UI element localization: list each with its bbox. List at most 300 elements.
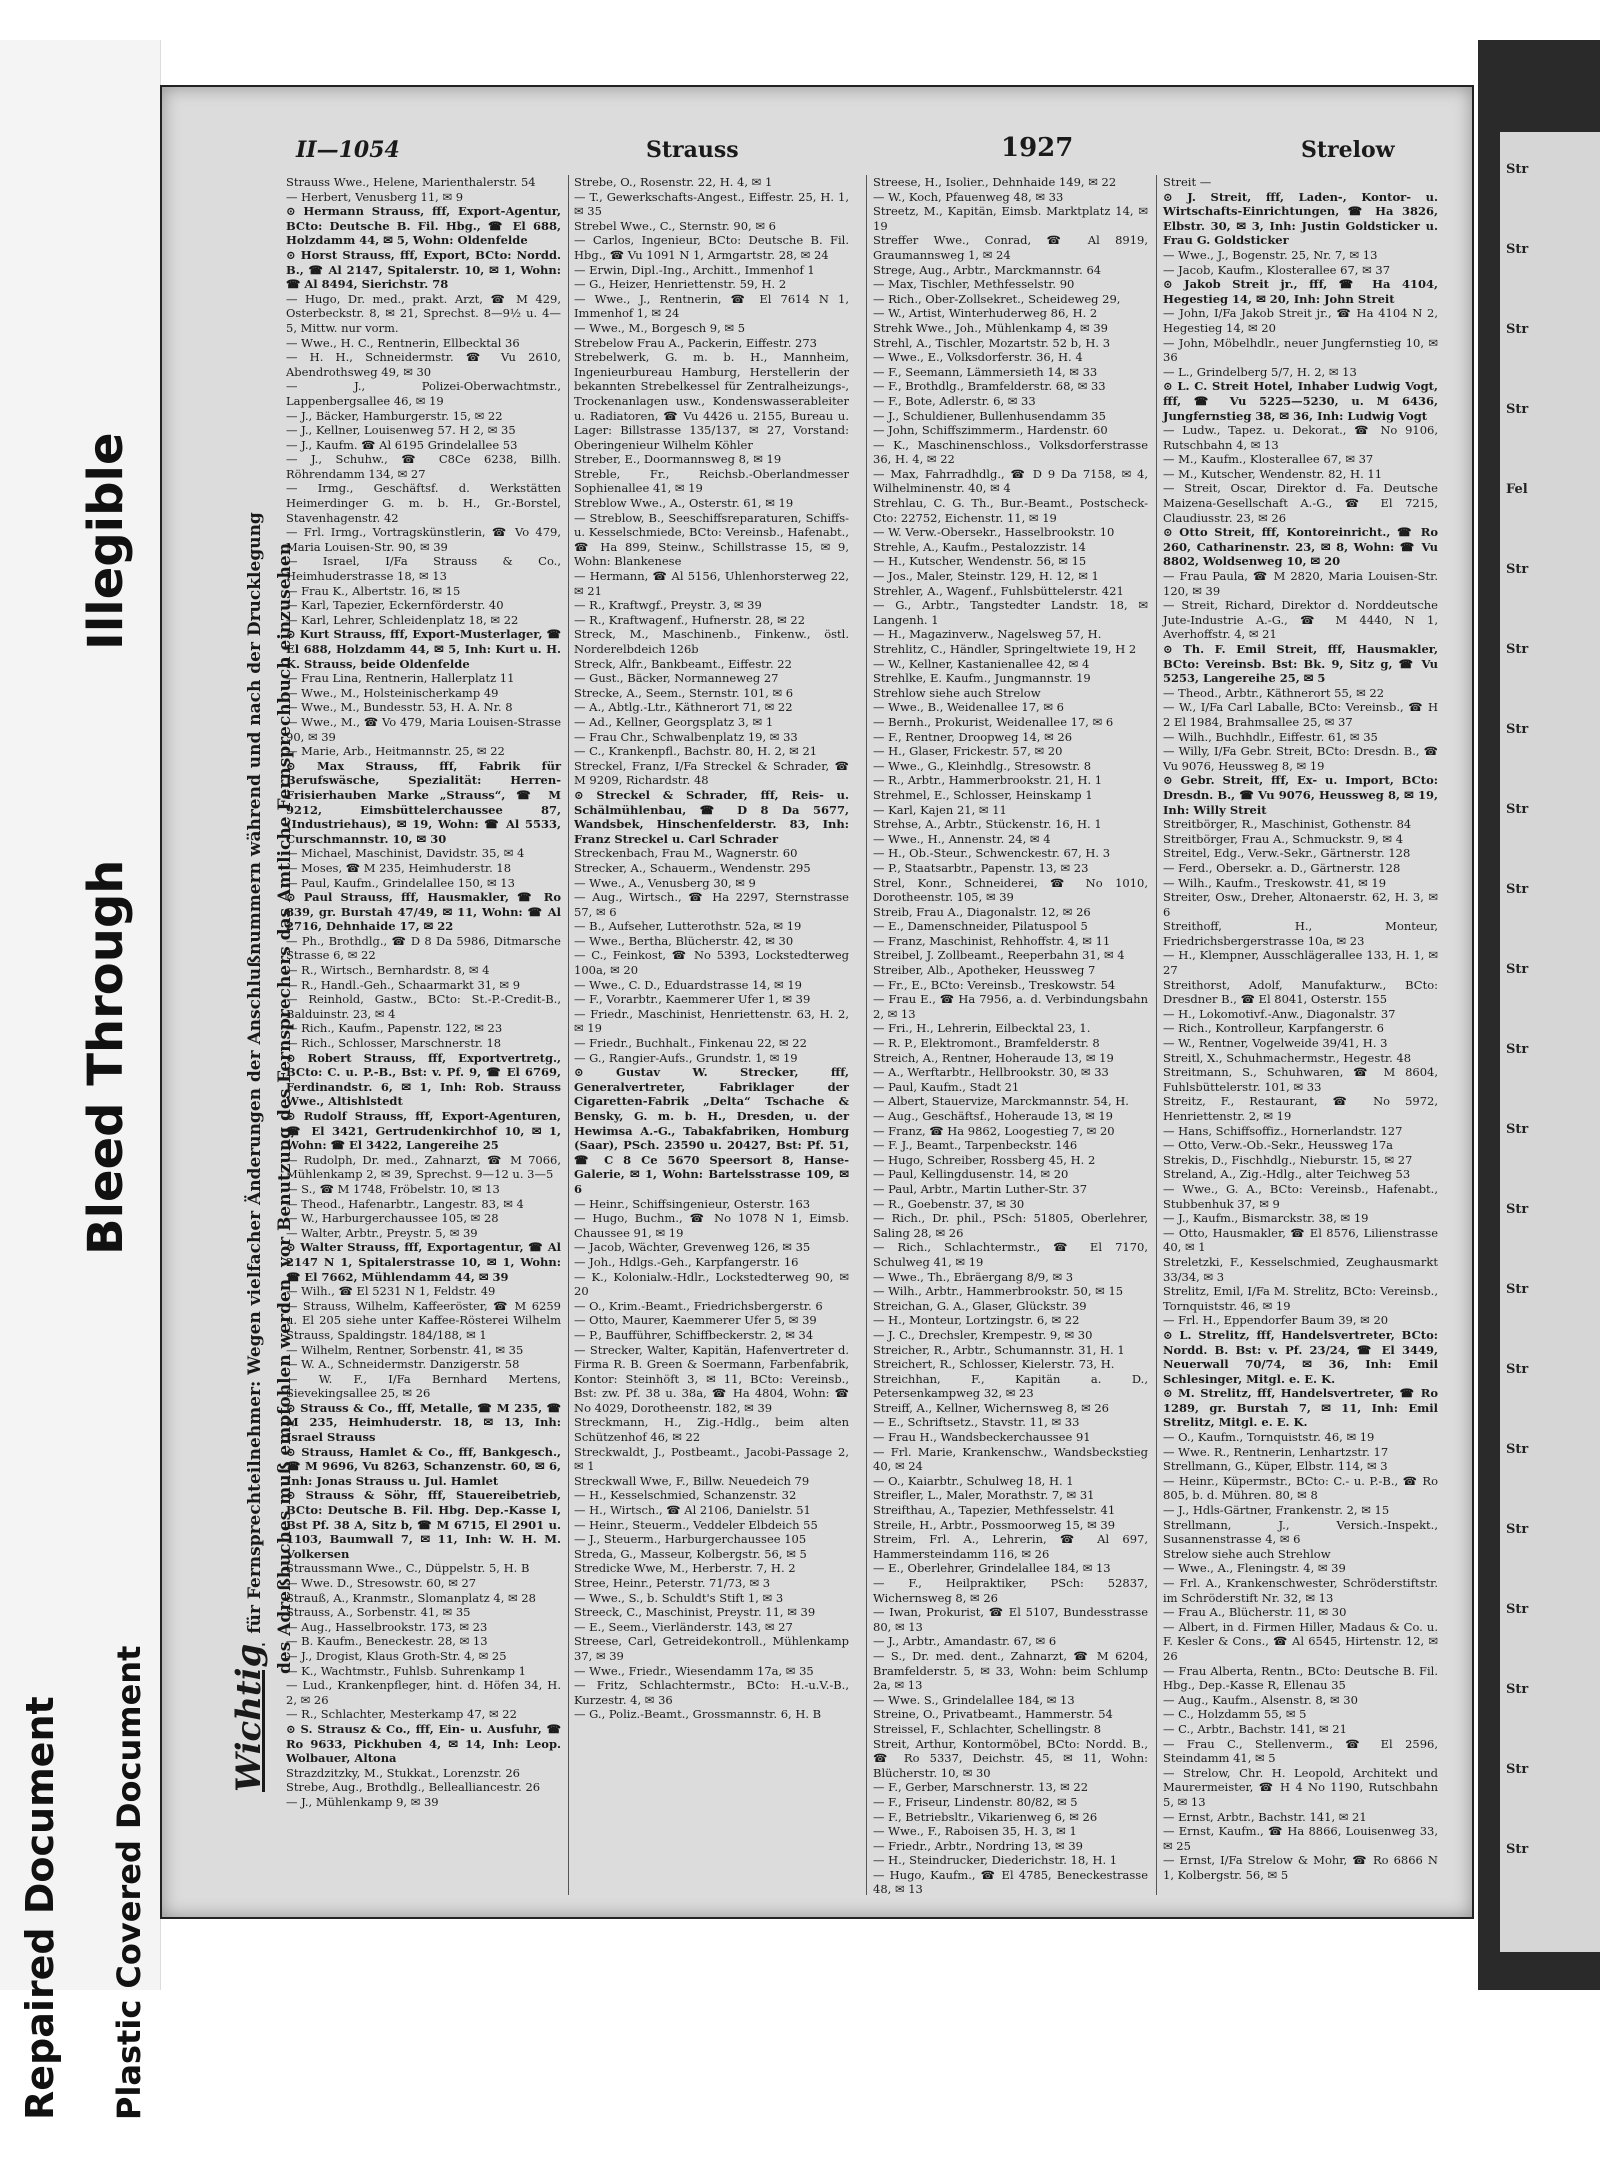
directory-entry: Streitbörger, Frau A., Schmuckstr. 9, ✉ 4 <box>1163 831 1404 846</box>
directory-entry: — Ferd., Obersekr. a. D., Gärtnerstr. 128 <box>1163 860 1401 875</box>
directory-entry: — Jos., Maler, Steinstr. 129, H. 12, ✉ 1 <box>873 569 1099 584</box>
directory-entry: — Wilh., ☎ El 5231 N 1, Feldstr. 49 <box>286 1284 496 1299</box>
directory-entry: Strecke, A., Seem., Sternstr. 101, ✉ 6 <box>574 685 794 700</box>
directory-entry: — Franz, Maschinist, Rehhoffstr. 4, ✉ 11 <box>873 933 1111 948</box>
header-right-word: Strelow <box>1301 137 1395 163</box>
directory-entry: — L., Grindelberg 5/7, H. 2, ✉ 13 <box>1163 364 1357 379</box>
directory-entry: — Wilh., Kaufm., Treskowstr. 41, ✉ 19 <box>1163 875 1387 890</box>
directory-entry: Streifthau, A., Tapezier, Methfesselstr. 41 <box>873 1503 1116 1518</box>
directory-entry: — Rich., Kaufm., Papenstr. 122, ✉ 23 <box>286 1021 503 1036</box>
adjacent-page-word: Str <box>1506 802 1529 817</box>
directory-entry: ⊙ Strauss & Co., fff, Metalle, ☎ M 235, ☎ M 235, Heimhuderstr. 18, ✉ 13, Inh: Israel Strauss <box>286 1400 561 1445</box>
directory-entry: — Wwe., M., Borgesch 9, ✉ 5 <box>574 320 746 335</box>
directory-entry: Streib, Frau A., Diagonalstr. 12, ✉ 26 <box>873 904 1091 919</box>
left-margin-strip <box>0 40 161 2120</box>
directory-entry: — G., Poliz.-Beamt., Grossmannstr. 6, H. B <box>574 1707 822 1722</box>
directory-entry: Streit — <box>1163 175 1212 189</box>
directory-entry: — Wwe. R., Rentnerin, Lenhartzstr. 17 <box>1163 1444 1389 1459</box>
adjacent-page-word: Str <box>1506 1442 1529 1457</box>
directory-entry: — John, Möbelhdlr., neuer Jungfernstieg 10, ✉ 36 <box>1163 335 1438 365</box>
directory-entry: — Wwe., A., Fleningstr. 4, ✉ 39 <box>1163 1561 1346 1576</box>
directory-entry: — R. P., Elektromont., Bramfelderstr. 8 <box>873 1036 1100 1051</box>
directory-entry: — J., Hdls-Gärtner, Frankenstr. 2, ✉ 15 <box>1163 1503 1390 1518</box>
directory-entry: — M., Kutscher, Wendenstr. 82, H. 11 <box>1163 466 1383 481</box>
adjacent-page-word: Str <box>1506 1762 1529 1777</box>
directory-entry: — H., Klempner, Ausschlägerallee 133, H. 1, ✉ 27 <box>1163 948 1438 978</box>
directory-entry: — Gust., Bäcker, Normanneweg 27 <box>574 671 779 686</box>
directory-entry: Stredicke Wwe, M., Herberstr. 7, H. 2 <box>574 1561 796 1576</box>
directory-entry: — H., Wirtsch., ☎ Al 2106, Danielstr. 51 <box>574 1503 811 1518</box>
directory-entry: — Ph., Brothdlg., ☎ D 8 Da 5986, Ditmarsche Strasse 6, ✉ 22 <box>286 933 561 963</box>
adjacent-page-word: Str <box>1506 642 1529 657</box>
directory-entry: — E., Damenschneider, Pilatuspool 5 <box>873 919 1088 934</box>
directory-entry: — Wwe., A., Venusberg 30, ✉ 9 <box>574 875 756 890</box>
adjacent-page-word: Str <box>1506 1682 1529 1697</box>
directory-entry: — H., Kesselschmied, Schanzenstr. 32 <box>574 1488 797 1503</box>
directory-entry: — Karl, Tapezier, Eckernförderstr. 40 <box>286 598 504 613</box>
directory-entry: Streicher, R., Arbtr., Schumannstr. 31, H. 1 <box>873 1342 1125 1357</box>
directory-entry: — Friedr., Arbtr., Nordring 13, ✉ 39 <box>873 1838 1083 1853</box>
directory-entry: Strelitz, Emil, I/Fa M. Strelitz, BCto: Vereinsb., Tornquiststr. 46, ✉ 19 <box>1163 1284 1438 1313</box>
directory-entry: Streese, Carl, Getreidekontroll., Mühlenkamp 37, ✉ 39 <box>574 1634 849 1663</box>
adjacent-page-word: Fel <box>1506 482 1528 497</box>
directory-entry: — E., Schriftsetz., Stavstr. 11, ✉ 33 <box>873 1415 1080 1430</box>
directory-entry: — R., Wirtsch., Bernhardstr. 8, ✉ 4 <box>286 963 490 978</box>
directory-entry: — B. Kaufm., Beneckestr. 28, ✉ 13 <box>286 1634 488 1649</box>
directory-entry: — Wwe., B., Weidenallee 17, ✉ 6 <box>873 700 1064 715</box>
directory-entry: Streich, A., Rentner, Hoheraude 13, ✉ 19 <box>873 1050 1114 1065</box>
directory-entry: — Wwe., J., Rentnerin, ☎ El 7614 N 1, Immenhof 1, ✉ 24 <box>574 291 849 321</box>
directory-entry: — G., Heizer, Henriettenstr. 59, H. 2 <box>574 277 787 292</box>
directory-entry: Streine, O., Privatbeamt., Hammerstr. 54 <box>873 1707 1113 1722</box>
directory-entry: — Willy, I/Fa Gebr. Streit, BCto: Dresdn. B., ☎ Vu 9076, Heussweg 8, ✉ 19 <box>1163 744 1438 773</box>
directory-entry: — Rich., Schlachtermstr., ☎ El 7170, Schulweg 41, ✉ 19 <box>873 1240 1148 1269</box>
directory-entry: Streiter, Osw., Dreher, Altonaerstr. 62, H. 3, ✉ 6 <box>1163 890 1438 919</box>
directory-entry: Strehle, A., Kaufm., Pestalozzistr. 14 <box>873 539 1086 554</box>
directory-entry: — Wwe., Friedr., Wiesendamm 17a, ✉ 35 <box>574 1663 814 1678</box>
adjacent-page-word: Str <box>1506 722 1529 737</box>
directory-entry: Strelow siehe auch Strehlow <box>1163 1546 1331 1561</box>
directory-column-2 <box>574 175 849 1722</box>
directory-entry: Strebe, O., Rosenstr. 22, H. 4, ✉ 1 <box>574 175 773 189</box>
directory-entry: — Irmg., Geschäftsf. d. Werkstätten Heimerdinger G. m. b. H., Gr.-Borstel, Stavenhagenstr. 42 <box>286 481 561 525</box>
directory-entry: — Rudolph, Dr. med., Zahnarzt, ☎ M 7066, Mühlenkamp 2, ✉ 39, Sprechst. 9—12 u. 3—5 <box>286 1152 561 1182</box>
directory-entry: — Rich., Schlosser, Marschnerstr. 18 <box>286 1036 502 1051</box>
directory-entry: — T., Gewerkschafts-Angest., Eiffestr. 25, H. 1, ✉ 35 <box>574 189 849 219</box>
directory-entry: Streffer Wwe., Conrad, ☎ Al 8919, Graumannsweg 1, ✉ 24 <box>873 233 1148 262</box>
directory-entry: — Ernst, I/Fa Strelow & Mohr, ☎ Ro 6866 N 1, Kolbergstr. 56, ✉ 5 <box>1163 1853 1438 1882</box>
directory-entry: ⊙ Strauss, Hamlet & Co., fff, Bankgesch., ☎ M 9696, Vu 8263, Schanzenstr. 60, ✉ 6, Inh: Jonas Strauss u. Jul. Hamlet <box>286 1444 561 1488</box>
directory-entry: Streckel, Franz, I/Fa Streckel & Schrader, ☎ M 9209, Richardstr. 48 <box>574 758 849 788</box>
directory-entry: — H., Lokomotivf.-Anw., Diagonalstr. 37 <box>1163 1006 1396 1021</box>
directory-entry: ⊙ Jakob Streit jr., fff, ☎ Ha 4104, Hegestieg 14, ✉ 20, Inh: John Streit <box>1163 277 1438 306</box>
side-note-line-1: für Fernsprechteilnehmer: Wegen vielfacher Änderungen der Anschlußnummern während und nach der Drucklegung <box>245 512 265 1634</box>
adjacent-page-word: Str <box>1506 962 1529 977</box>
directory-entry: Streitmann, S., Schuhwaren, ☎ M 8604, Fuhlsbüttelerstr. 101, ✉ 33 <box>1163 1065 1438 1094</box>
directory-entry: Strekis, D., Fischhdlg., Nieburstr. 15, ✉ 27 <box>1163 1152 1413 1167</box>
directory-entry: Streblow Wwe., A., Osterstr. 61, ✉ 19 <box>574 496 794 511</box>
directory-entry: — Frau Alberta, Rentn., BCto: Deutsche B. Fil. Hbg., Dep.-Kasse R, Ellenau 35 <box>1163 1663 1438 1693</box>
directory-entry: — F., Rentner, Droopweg 14, ✉ 26 <box>873 729 1073 744</box>
directory-entry: — Paul, Kaufm., Grindelallee 150, ✉ 13 <box>286 875 515 890</box>
directory-entry: — Theod., Hafenarbtr., Langestr. 83, ✉ 4 <box>286 1196 524 1211</box>
directory-entry: Strel, Konr., Schneiderei, ☎ No 1010, Dorotheenstr. 105, ✉ 39 <box>873 875 1148 905</box>
directory-entry: Streitel, Edg., Verw.-Sekr., Gärtnerstr. 128 <box>1163 846 1411 861</box>
directory-entry: ⊙ Walter Strauss, fff, Exportagentur, ☎ Al 2147 N 1, Spitalerstrasse 10, ✉ 1, Wohn: ☎ El 7662, Mühlendamm 44, ✉ 39 <box>286 1240 561 1284</box>
directory-entry: — O., Kaiarbtr., Schulweg 18, H. 1 <box>873 1473 1074 1488</box>
directory-entry: — Moses, ☎ M 235, Heimhuderstr. 18 <box>286 860 512 875</box>
directory-entry: Streifler, L., Maler, Morathstr. 7, ✉ 31 <box>873 1488 1095 1503</box>
directory-entry: — Fr., E., BCto: Vereinsb., Treskowstr. 54 <box>873 977 1116 992</box>
adjacent-page-word: Str <box>1506 562 1529 577</box>
adjacent-page-word: Str <box>1506 1602 1529 1617</box>
directory-entry: — Hermann, ☎ Al 5156, Uhlenhorsterweg 22, ✉ 21 <box>574 569 849 598</box>
directory-entry: — P., Staatsarbtr., Papenstr. 13, ✉ 23 <box>873 860 1089 875</box>
directory-entry: — Franz, ☎ Ha 9862, Loogestieg 7, ✉ 20 <box>873 1123 1115 1138</box>
directory-entry: — Rich., Kontrolleur, Karpfangerstr. 6 <box>1163 1021 1384 1036</box>
directory-entry: ⊙ S. Strausz & Co., fff, Ein- u. Ausfuhr, ☎ Ro 9633, Pickhuben 4, ✉ 14, Inh: Leop. Wolbauer, Altona <box>286 1721 561 1766</box>
directory-entry: — Reinhold, Gastw., BCto: St.-P.-Credit-B., Balduinstr. 23, ✉ 4 <box>286 992 561 1021</box>
directory-entry: — J., Kaufm., Bismarckstr. 38, ✉ 19 <box>1163 1211 1369 1226</box>
directory-entry: — Wwe., C. D., Eduardstrasse 14, ✉ 19 <box>574 977 802 992</box>
directory-entry: Streland, A., Zig.-Hdlg., alter Teichweg 53 <box>1163 1167 1411 1182</box>
directory-entry: — Strauss, Wilhelm, Kaffeeröster, ☎ M 6259 u. El 205 siehe unter Kaffee-Rösterei Wilhelm Strauss, Spaldingstr. 184/188, ✉ 1 <box>286 1298 561 1342</box>
adjacent-page-word: Str <box>1506 1362 1529 1377</box>
directory-entry: Strehlau, C. G. Th., Bur.-Beamt., Postscheck-Cto: 22752, Eichenstr. 11, ✉ 19 <box>873 496 1148 525</box>
directory-entry: Streibel, J. Zollbeamt., Reeperbahn 31, ✉ 4 <box>873 948 1125 963</box>
directory-entry: ⊙ L. Strelitz, fff, Handelsvertreter, BCto: Nordd. B. Bst: v. Pf. 23/24, ☎ El 3449, Neuerwall 70/74, ✉ 36, Inh: Emil Schlesinger, Mitgl. e. E. K. <box>1163 1327 1438 1386</box>
directory-entry: Streiber, Alb., Apotheker, Heussweg 7 <box>873 963 1096 978</box>
adjacent-page-word: Str <box>1506 322 1529 337</box>
adjacent-page-word: Str <box>1506 1042 1529 1057</box>
directory-entry: Streit, Arthur, Kontormöbel, BCto: Nordd. B., ☎ Ro 5337, Deichstr. 45, ✉ 11, Wohn: Blücherstr. 10, ✉ 30 <box>873 1736 1148 1780</box>
directory-entry: Streile, H., Arbtr., Possmoorweg 15, ✉ 39 <box>873 1517 1116 1532</box>
directory-entry: — Max, Tischler, Methfesselstr. 90 <box>873 277 1075 292</box>
directory-entry: — Wwe., M., ☎ Vo 479, Maria Louisen-Strasse 90, ✉ 39 <box>286 714 561 744</box>
directory-entry: ⊙ Strauss & Söhr, fff, Stauereibetrieb, BCto: Deutsche B. Fil. Hbg. Dep.-Kasse I, Bst Pf. 38 A, Sitz b, ☎ M 6715, El 2901 u. 1103, Baumwall 7, ✉ 11, Inh: W. H. M. Volkersen <box>286 1488 561 1561</box>
directory-entry: ⊙ Gustav W. Strecker, fff, Generalvertreter, Fabriklager der Cigaretten-Fabrik „Delta“ Tschache & Bensky, G. m. b. H., Dresden, u. der Hewimsa A.-G., Tabakfabriken, Homburg (Saar), PSch. 23590 u. 20427, Bst: Pf. 51, ☎ C 8 Ce 5670 Speersort 8, Hanse-Galerie, ✉ 1, Wohn: Bartelsstrasse 109, ✉ 6 <box>574 1065 849 1196</box>
directory-entry: — R., Arbtr., Hammerbrookstr. 21, H. 1 <box>873 773 1103 788</box>
directory-entry: Strecker, A., Schauerm., Wendenstr. 295 <box>574 860 811 875</box>
directory-entry: — C., Arbtr., Bachstr. 141, ✉ 21 <box>1163 1721 1347 1736</box>
directory-entry: ⊙ Th. F. Emil Streit, fff, Hausmakler, BCto: Vereinsb. Bst: Bk. 9, Sitz g, ☎ Vu 5253, Langereihe 25, ✉ 5 <box>1163 642 1438 686</box>
directory-entry: Strehse, A., Arbtr., Stückenstr. 16, H. 1 <box>873 817 1102 832</box>
directory-entry: — K., Wachtmstr., Fuhlsb. Suhrenkamp 1 <box>286 1663 526 1678</box>
directory-entry: — Streit, Oscar, Direktor d. Fa. Deutsche Maizena-Gesellschaft A.-G., ☎ El 7215, Claudiusstr. 23, ✉ 26 <box>1163 481 1438 525</box>
directory-entry: — Marie, Arb., Heitmannstr. 25, ✉ 22 <box>286 744 505 759</box>
directory-entry: — Erwin, Dipl.-Ing., Architt., Immenhof 1 <box>574 262 815 277</box>
directory-entry: — R., Kraftwgf., Preystr. 3, ✉ 39 <box>574 598 762 613</box>
directory-entry: — Wwe., G. A., BCto: Vereinsb., Hafenabt., Stubbenhuk 37, ✉ 9 <box>1163 1181 1438 1211</box>
side-note-line-2: des Adreßbuches muß empfohlen werden, vor Benutzung des Fernsprechers das Amtliche Fernsprechbuch einzusehen <box>275 542 295 1674</box>
directory-entry: Streiff, A., Kellner, Wichernsweg 8, ✉ 26 <box>873 1400 1109 1415</box>
directory-entry: — Heinr., Küpermstr., BCto: C.- u. P.-B., ☎ Ro 805, b. d. Mühren. 80, ✉ 8 <box>1163 1473 1438 1503</box>
directory-column-4 <box>1163 175 1438 1882</box>
column-divider <box>568 175 569 1895</box>
directory-entry: — K., Maschinenschloss., Volksdorferstrasse 36, H. 4, ✉ 22 <box>873 437 1148 467</box>
directory-entry: — Frl. Marie, Krankenschw., Wandsbeckstieg 40, ✉ 24 <box>873 1444 1148 1474</box>
directory-entry: Streckwaldt, J., Postbeamt., Jacobi-Passage 2, ✉ 1 <box>574 1444 849 1474</box>
directory-entry: — Otto, Maurer, Kaemmerer Ufer 5, ✉ 39 <box>574 1313 817 1328</box>
column-divider <box>1156 175 1157 1895</box>
directory-entry: — J., Mühlenkamp 9, ✉ 39 <box>286 1794 439 1809</box>
directory-column-3 <box>873 175 1148 1897</box>
directory-entry: — Friedr., Maschinist, Henriettenstr. 63, H. 2, ✉ 19 <box>574 1006 849 1036</box>
directory-entry: — Frau H., Wandsbeckerchaussee 91 <box>873 1430 1091 1445</box>
directory-entry: — Heinr., Steuerm., Veddeler Elbdeich 55 <box>574 1517 818 1532</box>
directory-entry: — Paul, Kellingdusenstr. 14, ✉ 20 <box>873 1167 1069 1182</box>
directory-entry: Strege, Aug., Arbtr., Marckmannstr. 64 <box>873 262 1102 277</box>
directory-entry: ⊙ Gebr. Streit, fff, Ex- u. Import, BCto: Dresdn. B., ☎ Vu 9076, Heussweg 8, ✉ 19, Inh: Willy Streit <box>1163 773 1438 817</box>
directory-entry: Streckwall Wwe, F., Billw. Neuedeich 79 <box>574 1473 810 1488</box>
directory-entry: — A., Werftarbtr., Hellbrookstr. 30, ✉ 33 <box>873 1065 1109 1080</box>
directory-entry: Streithoff, H., Monteur, Friedrichsbergerstrasse 10a, ✉ 23 <box>1163 919 1438 948</box>
adjacent-page-word: Str <box>1506 1842 1529 1857</box>
directory-entry: — Wwe. S., Grindelallee 184, ✉ 13 <box>873 1692 1075 1707</box>
directory-entry: — H., Glaser, Frickestr. 57, ✉ 20 <box>873 744 1063 759</box>
directory-entry: — P., Baufführer, Schiffbeckerstr. 2, ✉ 34 <box>574 1327 814 1342</box>
directory-entry: Streck, Alfr., Bankbeamt., Eiffestr. 22 <box>574 656 792 671</box>
directory-entry: — Fri., H., Lehrerin, Eilbecktal 23, 1. <box>873 1021 1091 1036</box>
directory-entry: — Wwe., M., Holsteinischerkamp 49 <box>286 685 499 700</box>
directory-entry: ⊙ Paul Strauss, fff, Hausmakler, ☎ Ro 839, gr. Burstah 47/49, ✉ 11, Wohn: ☎ Al 2716, Dehnhaide 17, ✉ 22 <box>286 890 561 934</box>
directory-entry: — B., Aufseher, Lutterothstr. 52a, ✉ 19 <box>574 919 802 934</box>
directory-entry: — E., Seem., Vierländerstr. 143, ✉ 27 <box>574 1619 793 1634</box>
directory-entry: — Wwe. D., Stresowstr. 60, ✉ 27 <box>286 1576 477 1590</box>
directory-entry: Strauss, A., Sorbenstr. 41, ✉ 35 <box>286 1605 471 1620</box>
directory-entry: — Karl, Kajen 21, ✉ 11 <box>873 802 1007 817</box>
directory-entry: — J., Steuerm., Harburgerchaussee 105 <box>574 1532 807 1547</box>
directory-entry: ⊙ Horst Strauss, fff, Export, BCto: Nordd. B., ☎ Al 2147, Spitalerstr. 10, ✉ 1, Wohn: ☎ Al 8494, Sierichstr. 78 <box>286 247 561 292</box>
label-illegible: Illegible <box>78 432 134 650</box>
directory-entry: Strehlke, E. Kaufm., Jungmannstr. 19 <box>873 671 1091 686</box>
header-left-word: Strauss <box>646 137 739 163</box>
directory-entry: — W., Artist, Winterhuderweg 86, H. 2 <box>873 306 1098 321</box>
label-repaired-document: Repaired Document <box>18 1696 62 2120</box>
adjacent-page-edge <box>1478 40 1600 1990</box>
directory-entry: ⊙ Hermann Strauss, fff, Export-Agentur, BCto: Deutsche B. Fil. Hbg., ☎ El 688, Holzdamm 44, ✉ 5, Wohn: Oldenfelde <box>286 204 561 248</box>
directory-entry: — W. A., Schneidermstr. Danzigerstr. 58 <box>286 1357 520 1372</box>
page-inner <box>176 87 1466 1917</box>
directory-entry: ⊙ M. Strelitz, fff, Handelsvertreter, ☎ Ro 1289, gr. Burstah 7, ✉ 11, Inh: Emil Strelitz, Mitgl. e. E. K. <box>1163 1386 1438 1430</box>
directory-entry: — Hugo, Schreiber, Rossberg 45, H. 2 <box>873 1152 1096 1167</box>
directory-entry: Strebelow Frau A., Packerin, Eiffestr. 273 <box>574 335 817 350</box>
directory-entry: Strauß, A., Kranmstr., Slomanplatz 4, ✉ 28 <box>286 1590 536 1605</box>
directory-entry: — F., Gerber, Marschnerstr. 13, ✉ 22 <box>873 1780 1089 1795</box>
directory-entry: — F., Seemann, Lämmersieth 14, ✉ 33 <box>873 364 1098 379</box>
directory-entry: — F., Betriebsltr., Vikarienweg 6, ✉ 26 <box>873 1809 1098 1824</box>
directory-entry: — Wwe., Bertha, Blücherstr. 42, ✉ 30 <box>574 933 794 948</box>
directory-entry: — Hugo, Dr. med., prakt. Arzt, ☎ M 429, Osterbeckstr. 8, ✉ 21, Sprechst. 8—9½ u. 4—5, Mittw. nur vorm. <box>286 291 561 335</box>
directory-entry: — R., Schlachter, Mesterkamp 47, ✉ 22 <box>286 1707 517 1722</box>
directory-entry: — Frau A., Blücherstr. 11, ✉ 30 <box>1163 1605 1347 1620</box>
directory-entry: Stree, Heinr., Peterstr. 71/73, ✉ 3 <box>574 1576 771 1590</box>
adjacent-page-word: Str <box>1506 1122 1529 1137</box>
directory-entry: — Max, Fahrradhdlg., ☎ D 9 Da 7158, ✉ 4, Wilhelminenstr. 40, ✉ 4 <box>873 466 1148 496</box>
directory-entry: Streck, M., Maschinenb., Finkenw., östl. Norderelbdeich 126b <box>574 627 849 656</box>
directory-entry: — Wwe., F., Raboisen 35, H. 3, ✉ 1 <box>873 1824 1077 1839</box>
directory-entry: — K., Kolonialw.-Hdlr., Lockstedterweg 90, ✉ 20 <box>574 1269 849 1299</box>
directory-entry: — Wwe., E., Volksdorferstr. 36, H. 4 <box>873 350 1083 365</box>
directory-entry: — Aug., Hasselbrookstr. 173, ✉ 23 <box>286 1619 488 1634</box>
directory-entry: — Aug., Wirtsch., ☎ Ha 2297, Sternstrasse 57, ✉ 6 <box>574 890 849 919</box>
directory-entry: Straussmann Wwe., C., Düppelstr. 5, H. B <box>286 1561 530 1576</box>
directory-entry: — R., Handl.-Geh., Schaarmarkt 31, ✉ 9 <box>286 977 521 992</box>
directory-entry: — Wwe., Th., Ebräergang 8/9, ✉ 3 <box>873 1269 1074 1284</box>
directory-entry: — H., Steindrucker, Diederichstr. 18, H. 1 <box>873 1853 1118 1868</box>
directory-entry: — Strelow, Chr. H. Leopold, Architekt und Maurermeister, ☎ H 4 No 1190, Rutschbahn 5, ✉ 13 <box>1163 1765 1438 1809</box>
directory-entry: — John, Schiffszimmerm., Hardenstr. 60 <box>873 423 1108 438</box>
directory-entry: — C., Feinkost, ☎ No 5393, Lockstedterweg 100a, ✉ 20 <box>574 948 849 978</box>
directory-entry: Strehlow siehe auch Strelow <box>873 685 1041 700</box>
directory-entry: Streithorst, Adolf, Manufakturw., BCto: Dresdner B., ☎ El 8041, Osterstr. 155 <box>1163 977 1438 1007</box>
column-divider <box>866 175 867 1895</box>
directory-entry: — H., Ob.-Steur., Schwenckestr. 67, H. 3 <box>873 846 1111 861</box>
directory-entry: — W., Koch, Pfauenweg 48, ✉ 33 <box>873 189 1064 204</box>
directory-entry: Strellmann, J., Versich.-Inspekt., Susannenstrasse 4, ✉ 6 <box>1163 1517 1438 1547</box>
directory-entry: — Wwe., H. C., Rentnerin, Ellbecktal 36 <box>286 335 520 350</box>
directory-entry: — Heinr., Schiffsingenieur, Osterstr. 163 <box>574 1196 811 1211</box>
directory-entry: — O., Kaufm., Tornquiststr. 46, ✉ 19 <box>1163 1430 1375 1445</box>
directory-entry: — Rich., Dr. phil., PSch: 51805, Oberlehrer, Saling 28, ✉ 26 <box>873 1211 1148 1240</box>
directory-entry: — W. Verw.-Obersekr., Hasselbrookstr. 10 <box>873 525 1115 540</box>
directory-entry: — Michael, Maschinist, Davidstr. 35, ✉ 4 <box>286 846 525 861</box>
directory-entry: — Rich., Ober-Zollsekret., Scheideweg 29, <box>873 291 1121 306</box>
adjacent-page-word: Str <box>1506 1282 1529 1297</box>
directory-entry: Streckenbach, Frau M., Wagnerstr. 60 <box>574 846 798 861</box>
directory-entry: — J., Arbtr., Amandastr. 67, ✉ 6 <box>873 1634 1057 1649</box>
directory-entry: — H., Kutscher, Wendenstr. 56, ✉ 15 <box>873 554 1087 569</box>
directory-entry: — Joh., Hdlgs.-Geh., Karpfangerstr. 16 <box>574 1254 799 1269</box>
page-header <box>176 127 1466 165</box>
directory-entry: — H., Magazinverw., Nagelsweg 57, H. <box>873 627 1102 642</box>
directory-entry: — F., Bote, Adlerstr. 6, ✉ 33 <box>873 393 1036 408</box>
directory-entry: — Ludw., Tapez. u. Dekorat., ☎ No 9106, Rutschbahn 4, ✉ 13 <box>1163 423 1438 452</box>
directory-entry: — E., Oberlehrer, Grindelallee 184, ✉ 13 <box>873 1561 1111 1576</box>
directory-entry: — F., Vorarbtr., Kaemmerer Ufer 1, ✉ 39 <box>574 992 811 1007</box>
directory-entry: Streeck, C., Maschinist, Preystr. 11, ✉ 39 <box>574 1605 816 1620</box>
directory-entry: — Hugo, Buchm., ☎ No 1078 N 1, Eimsb. Chaussee 91, ✉ 19 <box>574 1211 849 1240</box>
directory-entry: Strehler, A., Wagenf., Fuhlsbüttelerstr. 421 <box>873 583 1124 598</box>
directory-entry: — Otto, Hausmakler, ☎ El 8576, Lilienstrasse 40, ✉ 1 <box>1163 1225 1438 1255</box>
directory-entry: Streble, Fr., Reichsb.-Oberlandmesser Sophienallee 41, ✉ 19 <box>574 466 849 496</box>
directory-entry: — M., Kaufm., Klosterallee 67, ✉ 37 <box>1163 452 1374 467</box>
directory-entry: ⊙ Otto Streit, fff, Kontoreinricht., ☎ Ro 260, Catharinenstr. 23, ✉ 8, Wohn: ☎ Vu 8802, Woldsenweg 10, ✉ 20 <box>1163 525 1438 569</box>
directory-entry: — J., Schuhw., ☎ C8Ce 6238, Billh. Röhrendamm 134, ✉ 27 <box>286 452 561 481</box>
directory-entry: — W., Rentner, Vogelweide 39/41, H. 3 <box>1163 1036 1388 1051</box>
directory-entry: Streda, G., Masseur, Kolbergstr. 56, ✉ 5 <box>574 1546 807 1561</box>
directory-entry: Streber, E., Doormannsweg 8, ✉ 19 <box>574 452 782 467</box>
directory-entry: — Otto, Verw.-Ob.-Sekr., Heussweg 17a <box>1163 1138 1394 1153</box>
directory-entry: — Wwe., M., Bundesstr. 53, H. A. Nr. 8 <box>286 700 513 715</box>
directory-entry: — Strecker, Walter, Kapitän, Hafenvertreter d. Firma R. B. Green & Soermann, Farbenfabrik, Kontor: Steinhöft 3, ✉ 11, BCto: Vereinsb., Bst: zw. Pf. 38 u. 38a, ☎ Ha 4804, Wohn: ☎ No 4029, Dorotheenstr. 182, ✉ 39 <box>574 1342 849 1415</box>
directory-entry: — Iwan, Prokurist, ☎ El 5107, Bundesstrasse 80, ✉ 13 <box>873 1605 1148 1634</box>
directory-entry: — H., Monteur, Lortzingstr. 6, ✉ 22 <box>873 1313 1080 1328</box>
directory-entry: — J. C., Drechsler, Krempestr. 9, ✉ 30 <box>873 1327 1093 1342</box>
directory-entry: Streichert, R., Schlosser, Kielerstr. 73, H. <box>873 1357 1115 1372</box>
directory-entry: — Fritz, Schlachtermstr., BCto: H.-u.V.-B., Kurzestr. 4, ✉ 36 <box>574 1678 849 1707</box>
directory-entry: Strauss Wwe., Helene, Marienthalerstr. 54 <box>286 175 536 189</box>
directory-entry: — Israel, I/Fa Strauss & Co., Heimhuderstrasse 18, ✉ 13 <box>286 554 561 584</box>
directory-entry: — F., Friseur, Lindenstr. 80/82, ✉ 5 <box>873 1794 1078 1809</box>
directory-entry: — Frau Paula, ☎ M 2820, Maria Louisen-Str. 120, ✉ 39 <box>1163 569 1438 598</box>
directory-entry: Streichan, G. A., Glaser, Glückstr. 39 <box>873 1298 1087 1313</box>
directory-entry: — C., Holzdamm 55, ✉ 5 <box>1163 1707 1307 1722</box>
directory-entry: — Walter, Arbtr., Preystr. 5, ✉ 39 <box>286 1225 478 1240</box>
directory-entry: — Carlos, Ingenieur, BCto: Deutsche B. Fil. Hbg., ☎ Vu 1091 N 1, Armgartstr. 28, ✉ 24 <box>574 233 849 262</box>
directory-entry: ⊙ Rudolf Strauss, fff, Export-Agenturen, ☎ El 3421, Gertrudenkirchhof 10, ✉ 1, Wohn: ☎ El 3422, Langereihe 25 <box>286 1109 561 1153</box>
directory-entry: Streissel, F., Schlachter, Schellingstr. 8 <box>873 1721 1102 1736</box>
directory-entry: ⊙ L. C. Streit Hotel, Inhaber Ludwig Vogt, fff, ☎ Vu 5225—5230, u. M 6436, Jungfernstieg 38, ✉ 36, Inh: Ludwig Vogt <box>1163 379 1438 423</box>
directory-entry: Streese, H., Isolier., Dehnhaide 149, ✉ 22 <box>873 175 1117 189</box>
directory-entry: — S., Dr. med. dent., Zahnarzt, ☎ M 6204, Bramfelderstr. 5, ✉ 33, Wohn: beim Schlump 2a, ✉ 13 <box>873 1648 1148 1693</box>
directory-entry: — Aug., Kaufm., Alsenstr. 8, ✉ 30 <box>1163 1692 1358 1707</box>
directory-entry: — Wwe., J., Bogenstr. 25, Nr. 7, ✉ 13 <box>1163 247 1378 262</box>
directory-entry: Strehmel, E., Schlosser, Heinskamp 1 <box>873 787 1093 802</box>
directory-entry: — Frl. A., Krankenschwester, Schröderstiftstr. im Schröderstift Nr. 32, ✉ 13 <box>1163 1576 1438 1605</box>
directory-entry: — Wwe., H., Annenstr. 24, ✉ 4 <box>873 831 1051 846</box>
directory-entry: — Streit, Richard, Direktor d. Norddeutsche Jute-Industrie A.-G., ☎ M 4440, N 1, Averhoffstr. 4, ✉ 21 <box>1163 598 1438 642</box>
directory-entry: Strehl, A., Tischler, Mozartstr. 52 b, H. 3 <box>873 335 1111 350</box>
directory-entry: ⊙ Max Strauss, fff, Fabrik für Berufswäsche, Spezialität: Herren-Frisierhauben Marke „Strauss“, ☎ M 9212, Eimsbüttelerchaussee 87, (Industriehaus), ✉ 19, Wohn: ☎ Al 5533, Curschmannstr. 10, ✉ 30 <box>286 758 561 846</box>
directory-entry: — W., Kellner, Kastanienallee 42, ✉ 4 <box>873 656 1090 671</box>
directory-entry: — Hans, Schiffsoffiz., Hornerlandstr. 127 <box>1163 1123 1403 1138</box>
directory-entry: Streitbörger, R., Maschinist, Gothenstr. 84 <box>1163 817 1412 832</box>
directory-entry: — Jacob, Kaufm., Klosterallee 67, ✉ 37 <box>1163 262 1391 277</box>
directory-entry: Streletzki, F., Kesselschmied, Zeughausmarkt 33/34, ✉ 3 <box>1163 1254 1438 1284</box>
directory-entry: — Paul, Arbtr., Martin Luther-Str. 37 <box>873 1181 1088 1196</box>
directory-entry: — Streblow, B., Seeschiffsreparaturen, Schiffs- u. Kesselschmiede, BCto: Vereinsb., Hafenabt., ☎ Ha 899, Steinw., Schillstrasse 15, ✉ 9, Wohn: Blankenese <box>574 510 849 569</box>
directory-entry: — J., Schuldiener, Bullenhusendamm 35 <box>873 408 1106 423</box>
directory-entry: Strebe, Aug., Brothdlg., Bellealliancestr. 26 <box>286 1780 541 1795</box>
directory-entry: — W., I/Fa Carl Laballe, BCto: Vereinsb., ☎ H 2 El 1984, Brahmsallee 25, ✉ 37 <box>1163 700 1438 729</box>
adjacent-page-text <box>1500 132 1600 1952</box>
directory-entry: — Theod., Arbtr., Käthnerort 55, ✉ 22 <box>1163 685 1385 700</box>
directory-entry: Streichhan, F., Kapitän a. D., Petersenkampweg 32, ✉ 23 <box>873 1371 1148 1401</box>
directory-entry: — R., Goebenstr. 37, ✉ 30 <box>873 1196 1025 1211</box>
adjacent-page-word: Str <box>1506 162 1529 177</box>
directory-entry: — Paul, Kaufm., Stadt 21 <box>873 1079 1020 1094</box>
directory-entry: — J., Kellner, Louisenweg 57. H 2, ✉ 35 <box>286 423 516 438</box>
directory-entry: — G., Rangier-Aufs., Grundstr. 1, ✉ 19 <box>574 1050 798 1065</box>
directory-entry: Strebelwerk, G. m. b. H., Mannheim, Ingenieurbureau Hamburg, Herstellerin der bekannten Strebelkessel für Zentralheizungs-, Trockenanlagen usw., Kondenswasserableiter u. Radiatoren, ☎ Vu 4426 u. 2155, Bureau u. Lager: Billstrasse 135/137, ✉ 27, Vorstand: Oberingenieur Wilhelm Köhler <box>574 350 849 452</box>
directory-entry: Streitz, F., Restaurant, ☎ No 5972, Henriettenstr. 2, ✉ 19 <box>1163 1094 1438 1123</box>
directory-entry: — Frau C., Stellenverm., ☎ El 2596, Steindamm 41, ✉ 5 <box>1163 1736 1438 1766</box>
directory-entry: — Frau Lina, Rentnerin, Hallerplatz 11 <box>286 671 515 686</box>
directory-entry: ⊙ J. Streit, fff, Laden-, Kontor- u. Wirtschafts-Einrichtungen, ☎ Ha 3826, Elbstr. 30, ✉ 3, Inh: Justin Goldsticker u. Frau G. Goldsticker <box>1163 189 1438 248</box>
page-number: II—1054 <box>296 137 400 163</box>
header-year: 1927 <box>1001 133 1074 163</box>
directory-entry: — A., Abtlg.-Ltr., Käthnerort 71, ✉ 22 <box>574 700 793 715</box>
adjacent-page-word: Str <box>1506 1202 1529 1217</box>
adjacent-page-word: Str <box>1506 242 1529 257</box>
directory-entry: — Karl, Lehrer, Schleidenplatz 18, ✉ 22 <box>286 612 519 627</box>
directory-entry: Streetz, M., Kapitän, Eimsb. Marktplatz 14, ✉ 19 <box>873 204 1148 233</box>
directory-entry: — F., Heilpraktiker, PSch: 52837, Wichernsweg 8, ✉ 26 <box>873 1576 1148 1605</box>
adjacent-page-word: Str <box>1506 402 1529 417</box>
directory-entry: — F. J., Beamt., Tarpenbeckstr. 146 <box>873 1138 1078 1153</box>
directory-column-1 <box>286 175 561 1810</box>
directory-entry: Strellmann, G., Küper, Elbstr. 114, ✉ 3 <box>1163 1459 1388 1474</box>
directory-entry: — Wwe., G., Kleinhdlg., Stresowstr. 8 <box>873 758 1092 773</box>
directory-entry: — R., Kraftwagenf., Hufnerstr. 28, ✉ 22 <box>574 612 806 627</box>
directory-entry: — C., Krankenpfl., Bachstr. 80, H. 2, ✉ 21 <box>574 744 818 759</box>
directory-entry: — Wilh., Buchhdlr., Eiffestr. 61, ✉ 35 <box>1163 729 1378 744</box>
directory-entry: Strehlitz, C., Händler, Springeltwiete 19, H 2 <box>873 642 1137 656</box>
side-note-lead: Wichtig <box>229 1643 269 1792</box>
directory-entry: — Hugo, Kaufm., ☎ El 4785, Beneckestrasse 48, ✉ 13 <box>873 1867 1148 1897</box>
adjacent-page-word: Str <box>1506 1522 1529 1537</box>
